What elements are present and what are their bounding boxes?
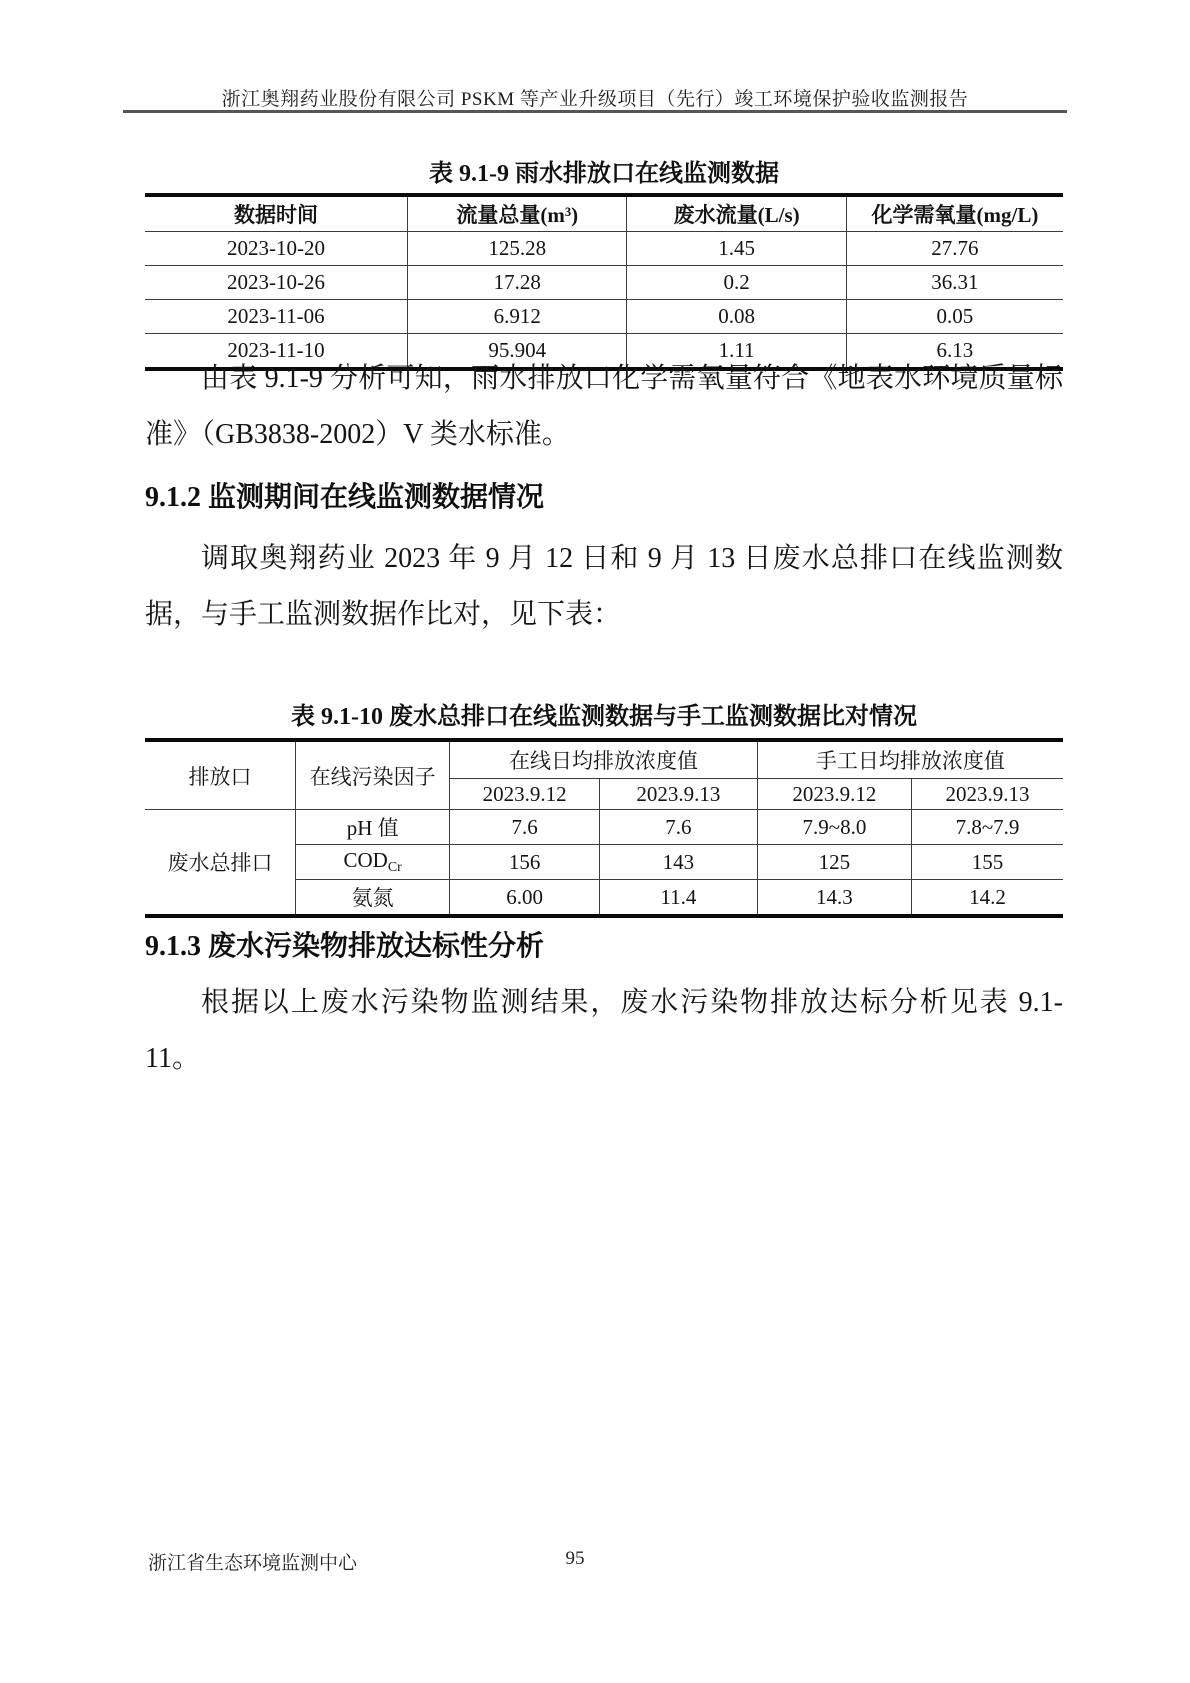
footer-organization: 浙江省生态环境监测中心 — [148, 1553, 358, 1574]
cell-value: 156 — [450, 845, 600, 880]
col-header-cod: 化学需氧量(mg/L) — [846, 195, 1063, 232]
page-header-title: 浙江奥翔药业股份有限公司 PSKM 等产业升级项目（先行）竣工环境保护验收监测报告 — [221, 89, 969, 110]
cell-value: 7.9~8.0 — [757, 810, 911, 845]
analysis-paragraph: 由表 9.1-9 分析可知，雨水排放口化学需氧量符合《地表水环境质量标准》（GB3838-2002）V 类水标准。 — [145, 363, 1063, 450]
col-header-date-manual-1: 2023.9.12 — [757, 779, 911, 810]
cell-factor-ammonia: 氨氮 — [296, 880, 450, 917]
cell-outlet-name: 废水总排口 — [145, 810, 296, 917]
table-rainwater-monitoring — [145, 193, 1063, 371]
cell-cod: 6.13 — [846, 334, 1063, 370]
col-header-total-flow: 流量总量(m³) — [408, 195, 627, 232]
cell-date: 2023-11-10 — [145, 334, 408, 370]
table-row — [145, 266, 1063, 300]
cell-value: 7.8~7.9 — [912, 810, 1064, 845]
cell-date: 2023-11-06 — [145, 300, 408, 334]
cell-cod: 0.05 — [846, 300, 1063, 334]
table-row — [145, 232, 1063, 266]
section-heading-912: 9.1.2 监测期间在线监测数据情况 — [145, 482, 545, 513]
cell-wastewater-flow: 0.08 — [627, 300, 846, 334]
col-header-date: 数据时间 — [145, 195, 408, 232]
cell-value: 7.6 — [599, 810, 757, 845]
table-row — [145, 300, 1063, 334]
cell-date: 2023-10-26 — [145, 266, 408, 300]
table1-caption: 表 9.1-9 雨水排放口在线监测数据 — [429, 161, 779, 187]
comparison-intro-paragraph: 调取奥翔药业 2023 年 9 月 12 日和 9 月 13 日废水总排口在线监测数据，与手工监测数据作比对，见下表： — [145, 543, 1063, 630]
col-header-factor: 在线污染因子 — [296, 740, 450, 810]
cod-subscript: Cr — [387, 860, 402, 875]
table-online-vs-manual — [145, 738, 1063, 918]
cell-cod: 27.76 — [846, 232, 1063, 266]
cell-wastewater-flow: 1.45 — [627, 232, 846, 266]
table-row-ph — [145, 810, 1063, 845]
cell-value: 125 — [757, 845, 911, 880]
table-header-row — [145, 195, 1063, 232]
col-header-wastewater-flow: 废水流量(L/s) — [627, 195, 846, 232]
table-header-group-row — [145, 740, 1063, 779]
header-divider — [123, 110, 1067, 113]
table2-caption: 表 9.1-10 废水总排口在线监测数据与手工监测数据比对情况 — [291, 704, 917, 730]
cell-value: 7.6 — [450, 810, 600, 845]
cell-total-flow: 95.904 — [408, 334, 627, 370]
cell-date: 2023-10-20 — [145, 232, 408, 266]
col-header-date-online-1: 2023.9.12 — [450, 779, 600, 810]
col-group-manual: 手工日均排放浓度值 — [757, 740, 1063, 779]
cod-label: COD — [343, 848, 388, 872]
footer-page-number: 95 — [565, 1548, 585, 1569]
col-header-date-manual-2: 2023.9.13 — [912, 779, 1064, 810]
cell-factor-ph: pH 值 — [296, 810, 450, 845]
col-header-outlet: 排放口 — [145, 740, 296, 810]
cell-total-flow: 17.28 — [408, 266, 627, 300]
cell-wastewater-flow: 1.11 — [627, 334, 846, 370]
col-group-online: 在线日均排放浓度值 — [450, 740, 758, 779]
cell-factor-cod — [296, 845, 450, 880]
cell-value: 14.3 — [757, 880, 911, 917]
cell-value: 155 — [912, 845, 1064, 880]
cell-total-flow: 6.912 — [408, 300, 627, 334]
cell-value: 14.2 — [912, 880, 1064, 917]
cell-cod: 36.31 — [846, 266, 1063, 300]
col-header-date-online-2: 2023.9.13 — [599, 779, 757, 810]
conclusion-paragraph: 根据以上废水污染物监测结果，废水污染物排放达标分析见表 9.1-11。 — [145, 987, 1063, 1074]
cell-value: 6.00 — [450, 880, 600, 917]
section-heading-913: 9.1.3 废水污染物排放达标性分析 — [145, 931, 545, 962]
cell-value: 143 — [599, 845, 757, 880]
cell-total-flow: 125.28 — [408, 232, 627, 266]
cell-wastewater-flow: 0.2 — [627, 266, 846, 300]
page-footer — [0, 1548, 1190, 1578]
cell-value: 11.4 — [599, 880, 757, 917]
